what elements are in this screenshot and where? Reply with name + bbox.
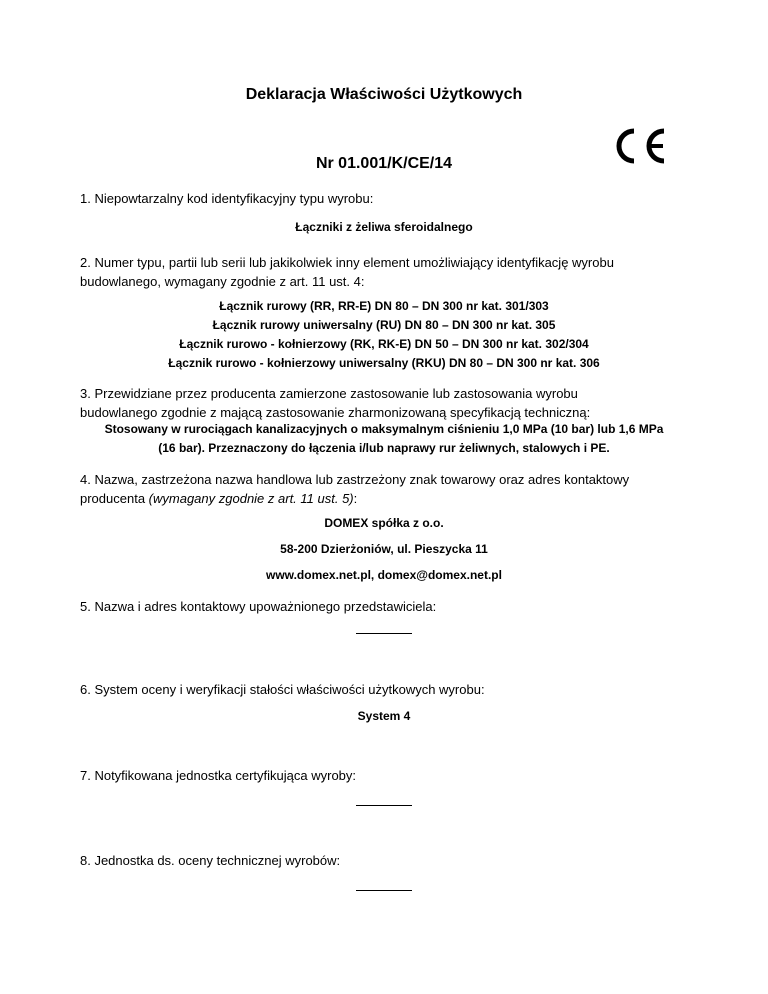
declaration-number: Nr 01.001/K/CE/14 [315, 155, 453, 172]
section-3-line-1: 3. Przewidziane przez producenta zamierzone zastosowanie lub zastosowania wyrobu [80, 386, 578, 401]
product-item: Łącznik rurowy uniwersalny (RU) DN 80 – DN 300 nr kat. 305 [212, 318, 556, 332]
section-5-label: 5. Nazwa i adres kontaktowy upoważnionego przedstawiciela: [80, 599, 437, 614]
section-4-line-2-italic: (wymagany zgodnie z art. 11 ust. 5) [148, 491, 354, 506]
document-title: Deklaracja Właściwości Użytkowych [245, 86, 523, 103]
company-name: DOMEX spółka z o.o. [324, 516, 444, 530]
company-address: 58-200 Dzierżoniów, ul. Pieszycka 11 [280, 542, 488, 556]
section-4-line-1: 4. Nazwa, zastrzeżona nazwa handlowa lub zastrzeżony znak towarowy oraz adres kontaktowy [80, 472, 630, 487]
section-8-blank-line [356, 890, 412, 891]
section-7-blank-line [356, 805, 412, 806]
section-2-line-1: 2. Numer typu, partii lub serii lub jakikolwiek inny element umożliwiający identyfikację wyrobu [80, 255, 614, 270]
section-3-value-2: (16 bar). Przeznaczony do łączenia i/lub naprawy rur żeliwnych, stalowych i PE. [158, 441, 610, 455]
product-item: Łącznik rurowy (RR, RR-E) DN 80 – DN 300 nr kat. 301/303 [219, 299, 549, 313]
section-3-line-2: budowlanego zgodnie z mającą zastosowanie zharmonizowaną specyfikacją techniczną: [80, 405, 591, 420]
section-3-value-1: Stosowany w rurociągach kanalizacyjnych o maksymalnym ciśnieniu 1,0 MPa (10 bar) lub 1,6 MPa [104, 422, 664, 436]
section-7-label: 7. Notyfikowana jednostka certyfikująca wyroby: [80, 768, 357, 783]
product-item: Łącznik rurowo - kołnierzowy uniwersalny (RKU) DN 80 – DN 300 nr kat. 306 [168, 356, 600, 370]
company-contact: www.domex.net.pl, domex@domex.net.pl [266, 568, 502, 582]
section-1-value: Łączniki z żeliwa sferoidalnego [295, 220, 473, 234]
section-5-blank-line [356, 633, 412, 634]
product-list [0, 297, 768, 373]
section-4-line-2-text: producenta [80, 491, 149, 506]
section-6-label: 6. System oceny i weryfikacji stałości właściwości użytkowych wyrobu: [80, 682, 485, 697]
section-6-value: System 4 [357, 709, 411, 723]
section-1-label: 1. Niepowtarzalny kod identyfikacyjny typu wyrobu: [80, 191, 374, 206]
section-4-line-2 [80, 489, 688, 508]
product-item: Łącznik rurowo - kołnierzowy (RK, RK-E) DN 50 – DN 300 nr kat. 302/304 [179, 337, 589, 351]
section-2-line-2: budowlanego, wymagany zgodnie z art. 11 ust. 4: [80, 274, 365, 289]
section-8-label: 8. Jednostka ds. oceny technicznej wyrobów: [80, 853, 341, 868]
section-4-line-2-colon: : [353, 491, 358, 506]
